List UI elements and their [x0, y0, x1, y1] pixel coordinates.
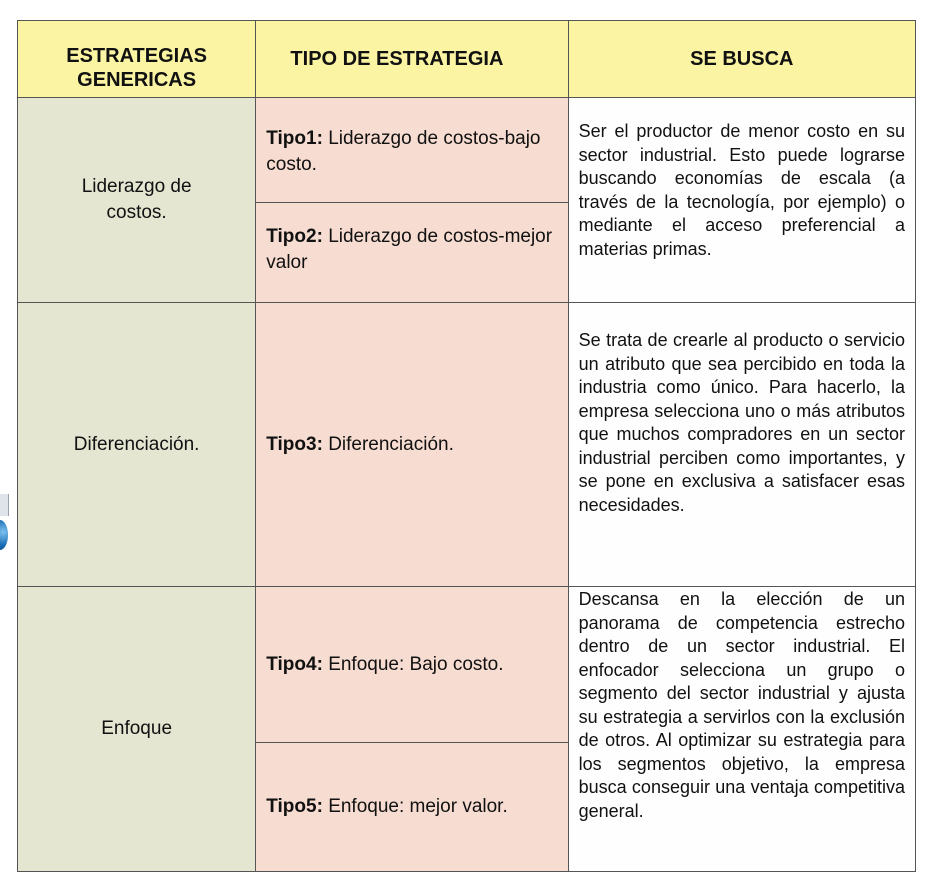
table-row	[18, 98, 916, 203]
description-text: Descansa en la elección de un panorama de competencia estrecho dentro de un sector industrial. El enfocador selecciona un grupo o segmento del sector industrial y ajusta su estrategia a servirlos con la exclusión de otros. Al optimizar su estrategia para los segmentos objetivo, la empresa busca conseguir una ventaja competitiva general.	[578, 589, 905, 821]
type-1-label: Tipo1:	[266, 128, 323, 149]
description-text: Ser el productor de menor costo en su sector industrial. Esto puede lograrse buscando economías de escala (a través de la tecnología, por ejemplo) o mediante el acceso preferencial a materias primas.	[578, 121, 905, 259]
type-1-text	[266, 98, 557, 178]
description-cell-focus	[568, 587, 915, 872]
type-4-text	[266, 652, 557, 678]
side-scroll-widget[interactable]	[0, 494, 8, 556]
type-2-desc: Liderazgo de costos-mejor valor	[266, 225, 553, 273]
type-cell-3	[256, 303, 568, 587]
generic-label: Liderazgo de costos.	[81, 176, 192, 223]
generic-cell-cost-leadership	[18, 98, 256, 303]
header-sought	[568, 21, 915, 98]
header-row	[18, 21, 916, 98]
header-generic-strategies	[18, 21, 256, 98]
type-cell-4	[256, 587, 568, 743]
header-generic-strategies-label: ESTRATEGIAS GENERICAS	[66, 45, 207, 91]
side-tab[interactable]	[0, 494, 9, 516]
type-5-text	[266, 794, 557, 820]
type-5-label: Tipo5:	[266, 796, 323, 817]
header-sought-label: SE BUSCA	[690, 48, 794, 70]
description-cell-differentiation	[568, 303, 915, 587]
generic-label: Enfoque	[101, 718, 173, 739]
type-3-text	[266, 432, 557, 458]
type-2-label: Tipo2:	[266, 225, 323, 247]
type-2-text	[266, 224, 557, 282]
type-1-desc: Liderazgo de costos-bajo costo.	[266, 128, 541, 175]
table-row	[18, 587, 916, 743]
description-text: Se trata de crearle al producto o servicio un atributo que sea percibido en toda la industria como único. Para hacerlo, la empresa selecciona uno o más atributos que muchos compradores en un sector industrial perciben como importantes, y se pone en exclusiva a satisfacer esas necesidades.	[578, 330, 905, 515]
header-strategy-type-label: TIPO DE ESTRATEGIA	[290, 48, 504, 70]
type-cell-2	[256, 203, 568, 303]
generic-cell-differentiation	[18, 303, 256, 587]
type-4-label: Tipo4:	[266, 653, 323, 675]
header-strategy-type	[256, 21, 568, 98]
globe-icon[interactable]	[0, 520, 8, 550]
type-5-desc: Enfoque: mejor valor.	[328, 796, 508, 817]
table-row	[18, 303, 916, 587]
type-3-desc: Diferenciación.	[328, 433, 454, 455]
type-3-label: Tipo3:	[266, 433, 323, 455]
type-cell-1	[256, 98, 568, 203]
type-cell-5	[256, 743, 568, 872]
type-4-desc: Enfoque: Bajo costo.	[328, 653, 504, 675]
description-cell-cost-leadership	[568, 98, 915, 303]
strategies-table	[17, 20, 916, 872]
generic-cell-focus	[18, 587, 256, 872]
generic-label: Diferenciación.	[73, 433, 200, 455]
